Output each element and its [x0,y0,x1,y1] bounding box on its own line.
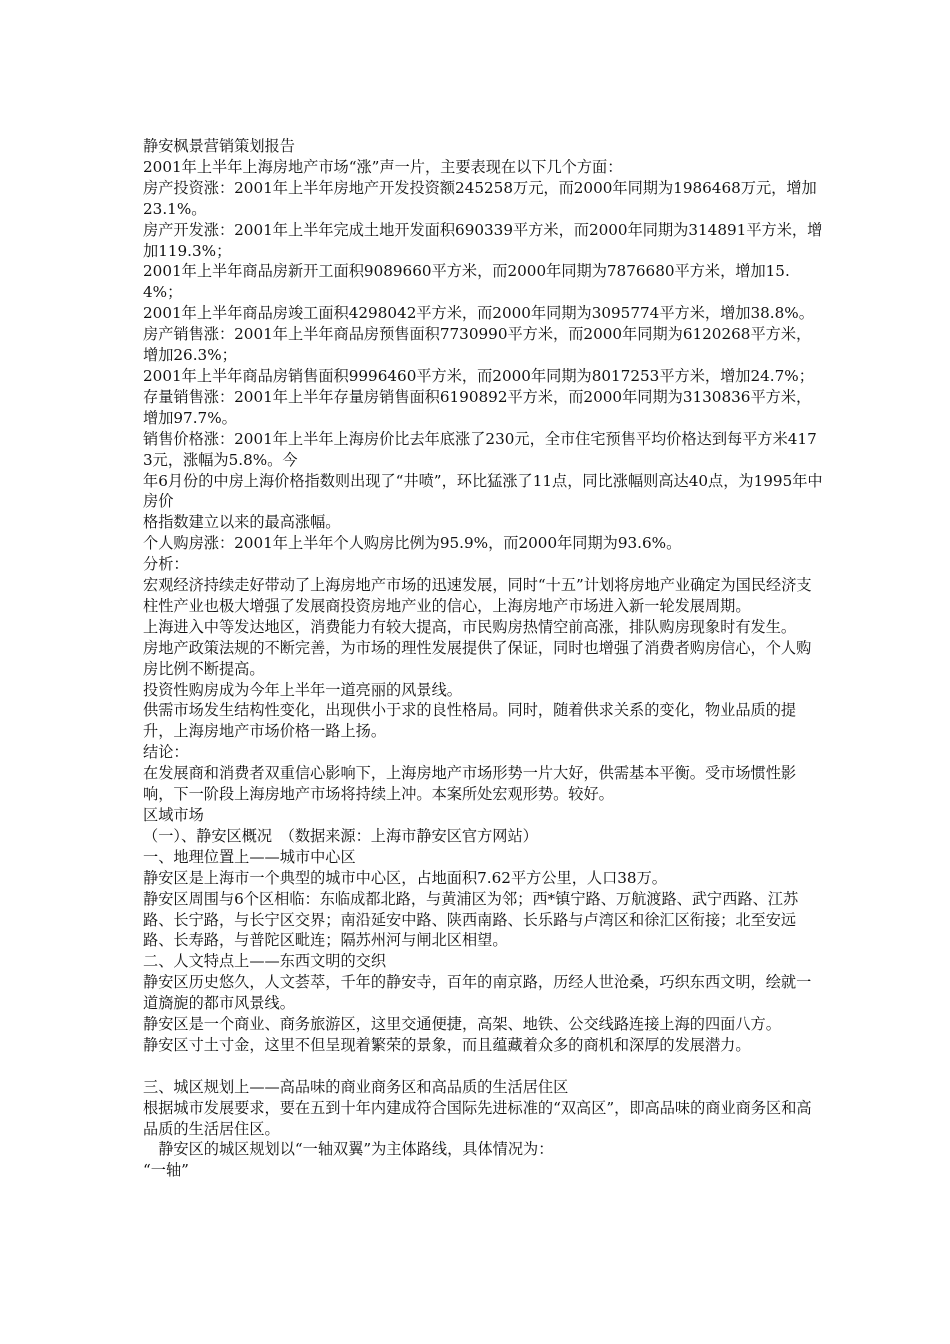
paragraph-conclusion: 在发展商和消费者双重信心影响下，上海房地产市场形势一片大好，供需基本平衡。受市场惯性影响，下一阶段上海房地产市场将持续上冲。本案所处宏观形势。较好。 [143,764,797,804]
paragraph-history: 静安区历史悠久，人文荟萃，千年的静安寺，百年的南京路，历经人世沧桑，巧织东西文明，绘就一道旖旎的都市风景线。 [143,973,812,1013]
paragraph-area-population: 静安区是上海市一个典型的城市中心区，占地面积7.62平方公里，人口38万。 [143,868,667,887]
paragraph-policy: 房地产政策法规的不断完善，为市场的理性发展提供了保证，同时也增强了消费者购房信心，个人购房比例不断提高。 [143,638,812,678]
paragraph-double-high: 根据城市发展要求，要在五到十年内建成符合国际先进标准的“双高区”，即高品味的商业商务区和高品质的生活居住区。 [143,1098,812,1138]
paragraph-supply-demand: 供需市场发生结构性变化，出现供小于求的良性格局。同时，随着供求关系的变化，物业品质的提升，上海房地产市场价格一路上扬。 [143,701,797,741]
document-title: 静安枫景营销策划报告 [143,137,295,155]
heading-regional-market: 区域市场 [143,806,204,824]
paragraph-new-construction: 2001年上半年商品房新开工面积9089660平方米，而2000年同期为7876680平方米，增加15.4%； [143,262,790,302]
paragraph-market-intro: 2001年上半年上海房地产市场“涨”声一片，主要表现在以下几个方面： [143,157,623,176]
heading-jingan-overview: （一）、静安区概况 （数据来源：上海市静安区官方网站） [143,826,538,845]
paragraph-completion: 2001年上半年商品房竣工面积4298042平方米，而2000年同期为3095774平方米，增加38.8%。 [143,304,814,323]
paragraph-macro-economy: 宏观经济持续走好带动了上海房地产市场的迅速发展，同时“十五”计划将房地产业确定为国民经济支柱性产业也极大增强了发展商投资房地产业的信心，上海房地产市场进入新一轮发展周期。 [143,576,812,615]
paragraph-personal-purchase: 个人购房涨：2001年上半年个人购房比例为95.9%，而2000年同期为93.6%。 [143,534,682,553]
heading-culture: 二、人文特点上——东西文明的交织 [143,952,386,971]
paragraph-one-axis: “一轴” [143,1161,189,1180]
paragraph-presale: 房产销售涨：2001年上半年商品房预售面积7730990平方米，而2000年同期为6120268平方米，增加26.3%； [143,325,812,365]
paragraph-neighbors: 静安区周围与6个区相临：东临成都北路，与黄浦区为邻；西*镇宁路、万航渡路、武宁西路、江苏路、长宁路，与长宁区交界；南沿延安中路、陕西南路、长乐路与卢湾区和徐汇区衔接；北至安远路、长寿路，与普陀区毗连；隔苏州河与闸北区相望。 [143,889,799,950]
paragraph-potential: 静安区寸土寸金，这里不但呈现着繁荣的景象，而且蕴藏着众多的商机和深厚的发展潜力。 [143,1035,751,1054]
heading-analysis: 分析： [143,555,189,574]
paragraph-price-index-end: 格指数建立以来的最高涨幅。 [143,513,341,532]
heading-urban-planning: 三、城区规划上——高品味的商业商务区和高品质的生活居住区 [143,1077,569,1096]
paragraph-consumption: 上海进入中等发达地区，消费能力有较大提高，市民购房热情空前高涨，排队购房现象时有发生。 [143,617,797,636]
paragraph-price: 销售价格涨：2001年上半年上海房价比去年底涨了230元，全市住宅预售平均价格达到每平方米4173元，涨幅为5.8%。今 [143,429,817,469]
document-page [143,136,823,1181]
paragraph-axis-wings: 静安区的城区规划以“一轴双翼”为主体路线，具体情况为： [143,1140,554,1159]
paragraph-investment: 房产投资涨：2001年上半年房地产开发投资额245258万元，而2000年同期为1986468万元，增加23.1%。 [143,178,817,218]
paragraph-stock-sales: 存量销售涨：2001年上半年存量房销售面积6190892平方米，而2000年同期为3130836平方米，增加97.7%。 [143,387,812,427]
paragraph-price-index: 年6月份的中房上海价格指数则出现了“井喷”，环比猛涨了11点，同比涨幅则高达40点，为1995年中房价 [143,471,823,511]
heading-location: 一、地理位置上——城市中心区 [143,847,356,866]
heading-conclusion: 结论： [143,743,189,762]
blank-line [143,1056,823,1077]
paragraph-investment-purchase: 投资性购房成为今年上半年一道亮丽的风景线。 [143,680,462,699]
paragraph-transport: 静安区是一个商业、商务旅游区，这里交通便捷，高架、地铁、公交线路连接上海的四面八方。 [143,1015,781,1034]
paragraph-sales-area: 2001年上半年商品房销售面积9996460平方米，而2000年同期为8017253平方米，增加24.7%； [143,366,814,385]
paragraph-development: 房产开发涨：2001年上半年完成土地开发面积690339平方米，而2000年同期为314891平方米，增加119.3%； [143,220,823,260]
